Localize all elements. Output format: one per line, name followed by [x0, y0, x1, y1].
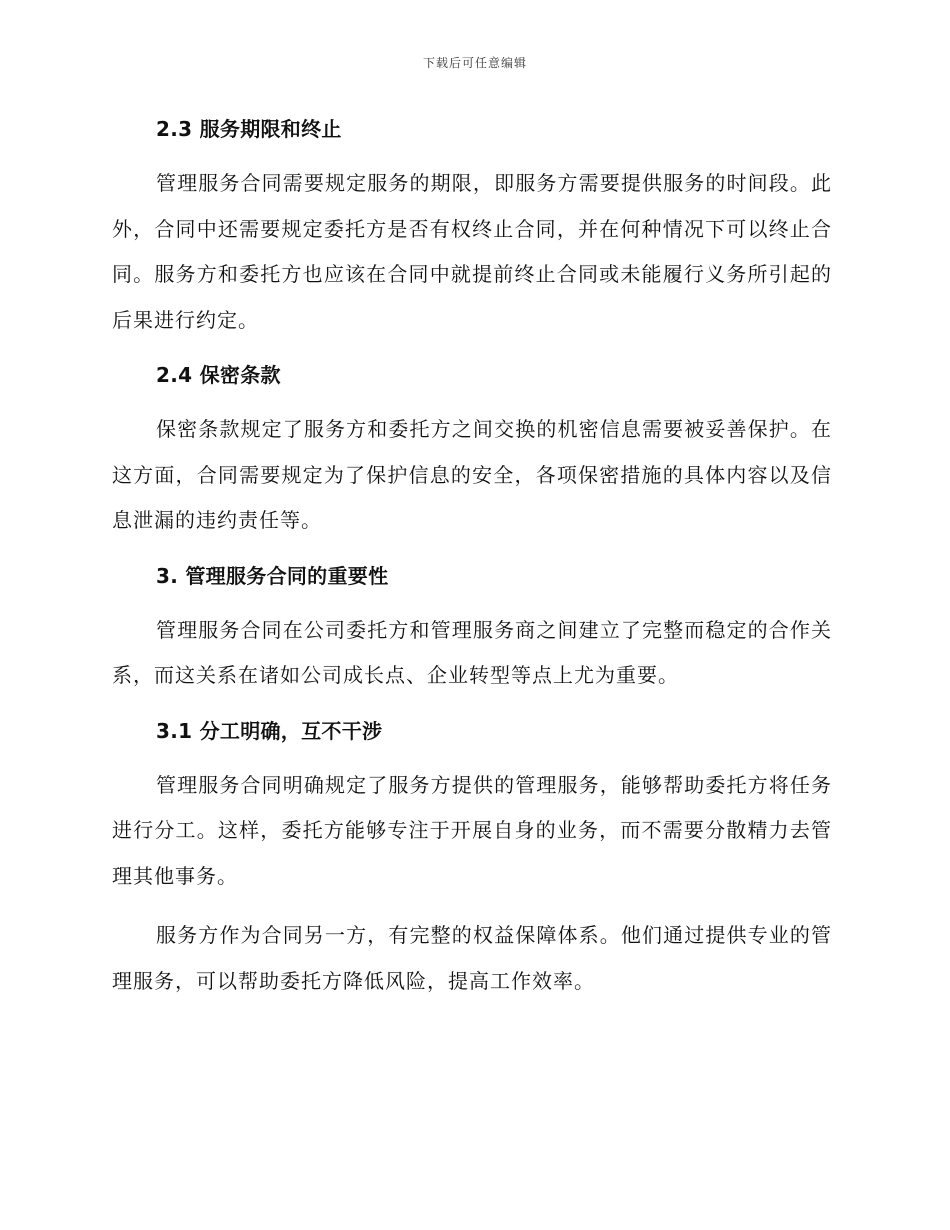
section-heading-2-4: 2.4 保密条款	[156, 363, 281, 387]
section-heading-2-3: 2.3 服务期限和终止	[156, 117, 342, 141]
paragraph-confidentiality: 保密条款规定了服务方和委托方之间交换的机密信息需要被妥善保护。在这方面，合同需要规定为了保护信息的安全，各项保密措施的具体内容以及信息泄漏的违约责任等。	[112, 417, 832, 532]
section-heading-3-1: 3.1 分工明确，互不干涉	[156, 718, 383, 743]
paragraph-service-term: 管理服务合同需要规定服务的期限，即服务方需要提供服务的时间段。此外，合同中还需要规定委托方是否有权终止合同，并在何种情况下可以终止合同。服务方和委托方也应该在合同中就提前终止合同或未能履行义务所引起的后果进行约定。	[112, 171, 832, 332]
page-header-note: 下载后可任意编辑	[422, 56, 527, 70]
paragraph-service-provider: 服务方作为合同另一方，有完整的权益保障体系。他们通过提供专业的管理服务，可以帮助委托方降低风险，提高工作效率。	[112, 923, 832, 993]
paragraph-division-of-labor: 管理服务合同明确规定了服务方提供的管理服务，能够帮助委托方将任务进行分工。这样，委托方能够专注于开展自身的业务，而不需要分散精力去管理其他事务。	[112, 772, 832, 888]
document-body	[112, 112, 832, 1019]
paragraph-importance: 管理服务合同在公司委托方和管理服务商之间建立了完整而稳定的合作关系，而这关系在诸如公司成长点、企业转型等点上尤为重要。	[112, 617, 832, 687]
section-heading-3: 3. 管理服务合同的重要性	[156, 563, 389, 588]
